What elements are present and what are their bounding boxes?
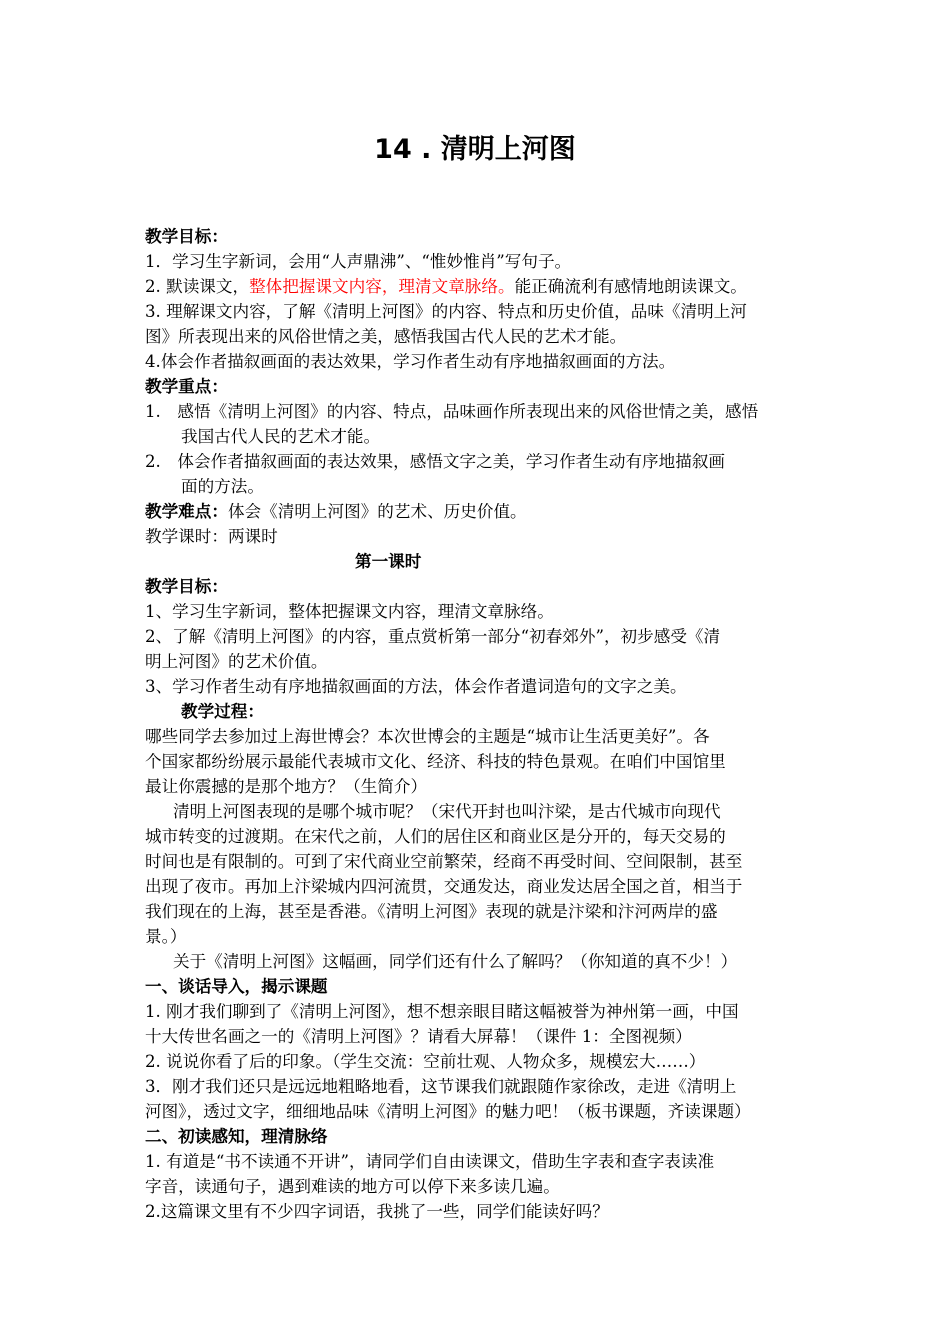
paragraph-line: 2. 体会作者描叙画面的表达效果，感悟文字之美，学习作者生动有序地描叙画 (145, 452, 726, 471)
document-body (145, 224, 813, 1224)
section-heading: 二、初读感知，理清脉络 (145, 1127, 328, 1146)
paragraph-line: 3．刚才我们还只是远远地粗略地看，这节课我们就跟随作家徐改，走进《清明上 (145, 1077, 737, 1096)
highlight-text: 整体把握课文内容，理清文章脉络。 (249, 277, 515, 296)
section-heading: 教学重点： (145, 377, 228, 396)
section-heading: 教学过程： (181, 702, 264, 721)
line-label: 教学难点： (145, 502, 228, 521)
paragraph-line: 1．学习生字新词，会用“人声鼎沸”、“惟妙惟肖”写句子。 (145, 252, 572, 271)
paragraph-line: 4.体会作者描叙画面的表达效果，学习作者生动有序地描叙画面的方法。 (145, 352, 676, 371)
paragraph-line: 1、学习生字新词，整体把握课文内容，理清文章脉络。 (145, 602, 554, 621)
paragraph-line: 教学课时：两课时 (145, 527, 278, 546)
line-value: 体会《清明上河图》的艺术、历史价值。 (227, 502, 527, 521)
page-title: 14 . 清明上河图 (374, 134, 576, 165)
paragraph-line: 图》所表现出来的风俗世情之美，感悟我国古代人民的艺术才能。 (145, 327, 627, 346)
section-heading: 教学目标： (145, 227, 228, 246)
paragraph-line: 字音，读通句子，遇到难读的地方可以停下来多读几遍。 (145, 1177, 560, 1196)
paragraph-line: 清明上河图表现的是哪个城市呢？（宋代开封也叫汴梁，是古代城市向现代 (173, 802, 721, 821)
paragraph-line: 哪些同学去参加过上海世博会？本次世博会的主题是“城市让生活更美好”。各 (145, 727, 710, 746)
section-heading: 一、谈话导入，揭示课题 (145, 977, 328, 996)
lesson-heading: 第一课时 (355, 552, 422, 571)
paragraph-line: 明上河图》的艺术价值。 (145, 652, 328, 671)
paragraph-line: 2.这篇课文里有不少四字词语，我挑了一些，同学们能读好吗？ (145, 1202, 609, 1221)
paragraph-line: 面的方法。 (181, 477, 264, 496)
paragraph-line: 我们现在的上海，甚至是香港。《清明上河图》表现的就是汴梁和汴河两岸的盛 (145, 902, 718, 921)
paragraph-line: 1. 刚才我们聊到了《清明上河图》，想不想亲眼目睹这幅被誉为神州第一画，中国 (145, 1002, 739, 1021)
paragraph-line (145, 274, 813, 299)
paragraph-line: 出现了夜市。再加上汴梁城内四河流贯，交通发达，商业发达居全国之首，相当于 (145, 877, 743, 896)
paragraph-line: 关于《清明上河图》这幅画，同学们还有什么了解吗？（你知道的真不少！） (173, 952, 738, 971)
paragraph-line: 3. 理解课文内容，了解《清明上河图》的内容、特点和历史价值，品味《清明上河 (145, 302, 747, 321)
paragraph-line: 我国古代人民的艺术才能。 (181, 427, 381, 446)
section-heading: 教学目标： (145, 577, 228, 596)
paragraph-line: 2、了解《清明上河图》的内容，重点赏析第一部分“初春郊外”，初步感受《清 (145, 627, 721, 646)
paragraph-line: 个国家都纷纷展示最能代表城市文化、经济、科技的特色景观。在咱们中国馆里 (145, 752, 726, 771)
paragraph-line: 十大传世名画之一的《清明上河图》？请看大屏幕！（课件 1：全图视频） (145, 1027, 692, 1046)
text-span: 能正确流利有感情地朗读课文。 (514, 277, 747, 296)
paragraph-line: 1. 感悟《清明上河图》的内容、特点，品味画作所表现出来的风俗世情之美，感悟 (145, 402, 759, 421)
text-span: 2. 默读课文， (145, 277, 250, 296)
paragraph-line: 景。） (145, 927, 187, 946)
paragraph-line: 2. 说说你看了后的印象。（学生交流：空前壮观、人物众多，规模宏大……） (145, 1052, 706, 1071)
paragraph-line: 3、学习作者生动有序地描叙画面的方法，体会作者遣词造句的文字之美。 (145, 677, 687, 696)
paragraph-line: 最让你震撼的是那个地方？（生简介） (145, 777, 428, 796)
paragraph-line: 城市转变的过渡期。在宋代之前，人们的居住区和商业区是分开的，每天交易的 (145, 827, 726, 846)
paragraph-line: 1. 有道是“书不读通不开讲”，请同学们自由读课文，借助生字表和查字表读准 (145, 1152, 715, 1171)
paragraph-line: 河图》，透过文字，细细地品味《清明上河图》的魅力吧！（板书课题，齐读课题） (145, 1102, 751, 1121)
labeled-line (145, 499, 813, 524)
paragraph-line: 时间也是有限制的。可到了宋代商业空前繁荣，经商不再受时间、空间限制，甚至 (145, 852, 743, 871)
